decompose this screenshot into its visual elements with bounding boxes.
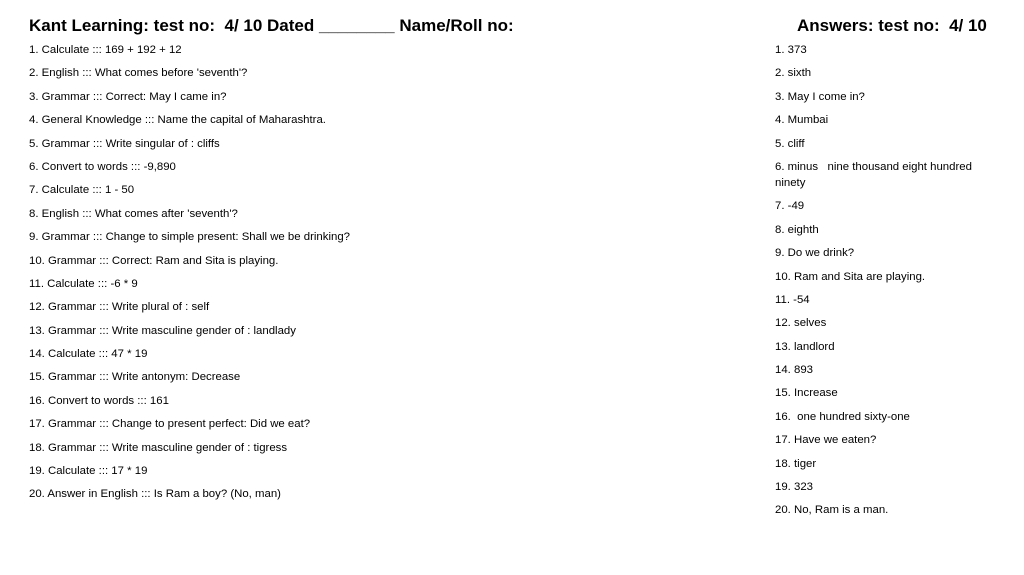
question-item: 12. Grammar ::: Write plural of : self	[29, 301, 210, 314]
answer-item: 8. eighth	[775, 223, 819, 236]
answer-item: 4. Mumbai	[775, 114, 829, 127]
answer-item: 12. selves	[775, 317, 827, 330]
question-item: 2. English ::: What comes before 'seventh'?	[29, 67, 248, 80]
question-item: 3. Grammar ::: Correct: May I came in?	[29, 90, 227, 103]
answer-item: 20. No, Ram is a man.	[775, 504, 889, 517]
question-item: 15. Grammar ::: Write antonym: Decrease	[29, 371, 241, 384]
question-item: 1. Calculate ::: 169 + 192 + 12	[29, 44, 182, 56]
answer-item: 15. Increase	[775, 387, 838, 400]
question-item: 9. Grammar ::: Change to simple present: Shall we be drinking?	[29, 231, 350, 244]
answer-item: 11. -54	[775, 293, 810, 306]
question-item: 6. Convert to words ::: -9,890	[29, 160, 176, 173]
question-item: 14. Calculate ::: 47 * 19	[29, 348, 148, 361]
answer-item: 5. cliff	[775, 137, 805, 150]
answer-item: 19. 323	[775, 481, 814, 494]
answer-item: 14. 893	[775, 364, 814, 377]
questions-title: Kant Learning: test no: 4/ 10 Dated ________ Name/Roll no:	[29, 16, 514, 35]
answer-item: 9. Do we drink?	[775, 247, 855, 260]
question-item: 8. English ::: What comes after 'seventh'?	[29, 207, 238, 220]
question-item: 13. Grammar ::: Write masculine gender of : landlady	[29, 324, 296, 337]
answer-item: 2. sixth	[775, 67, 812, 80]
answer-item: 10. Ram and Sita are playing.	[775, 270, 926, 283]
answer-item: 18. tiger	[775, 457, 817, 470]
answer-item: 1. 373	[775, 44, 807, 56]
answers-list	[775, 42, 975, 526]
question-item: 11. Calculate ::: -6 * 9	[29, 277, 138, 290]
questions-list	[29, 42, 629, 510]
answer-item: 13. landlord	[775, 340, 835, 353]
question-item: 17. Grammar ::: Change to present perfect: Did we eat?	[29, 418, 311, 431]
question-item: 16. Convert to words ::: 161	[29, 394, 169, 407]
answer-item: 16. one hundred sixty-one	[775, 410, 910, 423]
answers-title: Answers: test no: 4/ 10	[797, 16, 987, 35]
question-item: 19. Calculate ::: 17 * 19	[29, 465, 148, 478]
answer-item: 6. minus nine thousand eight hundred ninety	[775, 160, 976, 189]
question-item: 20. Answer in English ::: Is Ram a boy? (No, man)	[29, 488, 281, 501]
question-item: 18. Grammar ::: Write masculine gender of : tigress	[29, 441, 288, 454]
question-item: 4. General Knowledge ::: Name the capital of Maharashtra.	[29, 114, 326, 127]
question-item: 5. Grammar ::: Write singular of : cliffs	[29, 137, 220, 150]
answer-item: 3. May I come in?	[775, 90, 865, 103]
answer-item: 17. Have we eaten?	[775, 434, 877, 447]
answer-item: 7. -49	[775, 200, 805, 213]
question-item: 10. Grammar ::: Correct: Ram and Sita is playing.	[29, 254, 279, 267]
question-item: 7. Calculate ::: 1 - 50	[29, 184, 135, 197]
